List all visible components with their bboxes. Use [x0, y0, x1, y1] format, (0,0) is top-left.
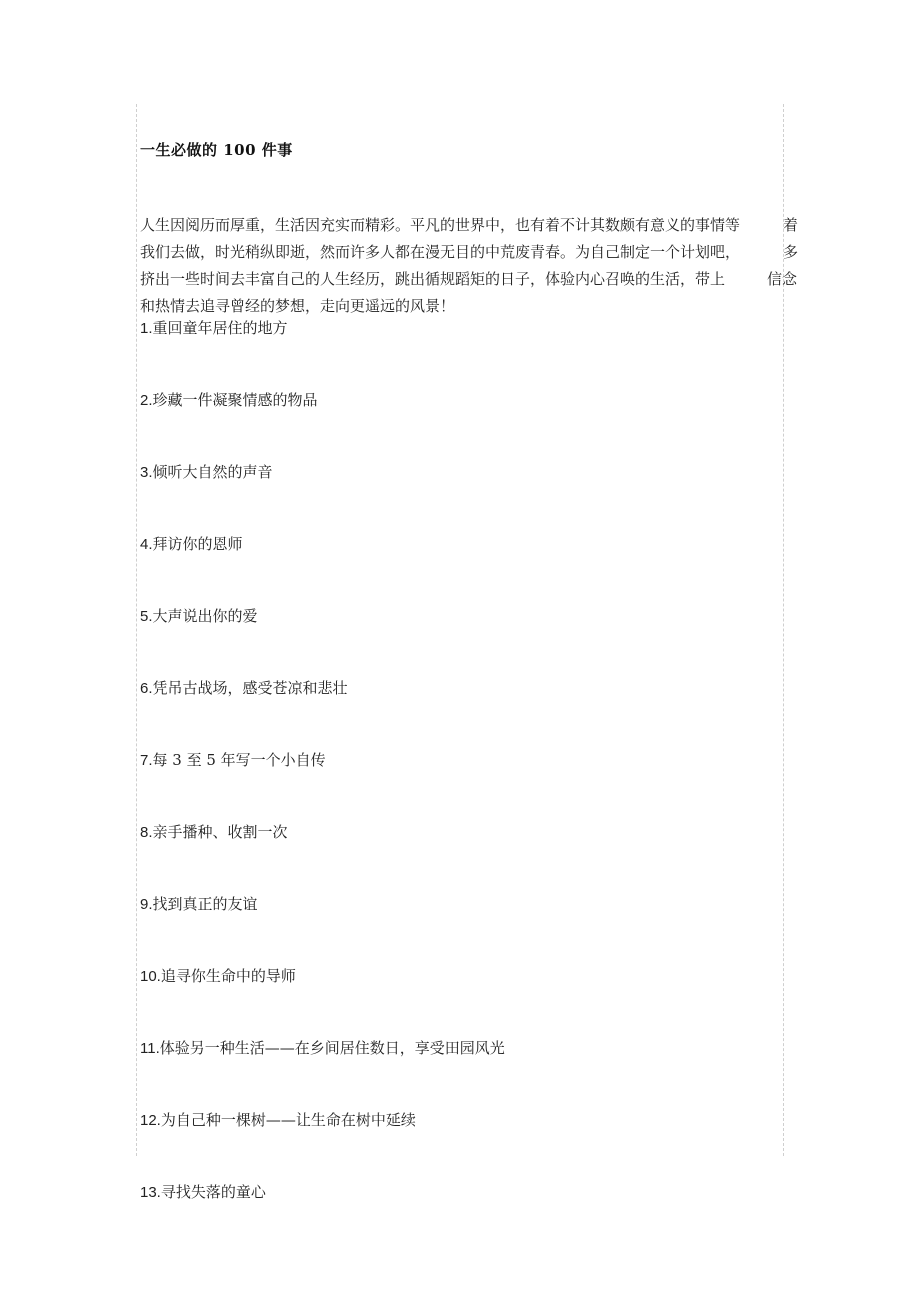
list-item	[140, 750, 326, 771]
list-item	[140, 1110, 416, 1131]
list-item-number: 2.	[140, 392, 153, 409]
list-item-text: 拜访你的恩师	[152, 535, 243, 553]
list-item-number: 10.	[140, 968, 161, 985]
list-item-text: 找到真正的友谊	[152, 895, 258, 913]
list-item	[140, 1038, 505, 1059]
list-item	[140, 966, 296, 987]
intro-line-overflow: 着	[783, 216, 799, 234]
page-frame-left-border	[136, 104, 137, 1156]
document-title: 一生必做的 100 件事	[140, 141, 293, 159]
list-item	[140, 1182, 266, 1203]
list-item-number: 9.	[140, 896, 153, 913]
list-item-number: 12.	[140, 1112, 161, 1129]
intro-line-text: 人生因阅历而厚重，生活因充实而精彩。平凡的世界中，也有着不计其数颇有意义的事情等	[140, 216, 741, 234]
intro-line-text: 我们去做，时光稍纵即逝，然而许多人都在漫无目的中荒废青春。为自己制定一个计划吧，	[140, 243, 741, 261]
intro-line-text: 挤出一些时间去丰富自己的人生经历，跳出循规蹈矩的日子，体验内心召唤的生活，带上	[140, 270, 726, 288]
list-item-text: 每 3 至 5 年写一个小自传	[152, 751, 326, 769]
list-item-text: 追寻你生命中的导师	[160, 967, 296, 985]
intro-line-overflow: 信念	[767, 270, 798, 288]
list-item	[140, 606, 258, 627]
intro-line	[140, 239, 812, 266]
list-item-number: 11.	[140, 1040, 160, 1057]
list-item-text: 体验另一种生活——在乡间居住数日，享受田园风光	[159, 1039, 505, 1057]
intro-line	[140, 212, 812, 239]
list-item-number: 7.	[140, 752, 153, 769]
list-item-text: 寻找失落的童心	[160, 1183, 266, 1201]
list-item	[140, 390, 318, 411]
list-item-number: 13.	[140, 1184, 161, 1201]
intro-line	[140, 266, 812, 293]
list-item-text: 大声说出你的爱	[152, 607, 258, 625]
intro-line-text: 和热情去追寻曾经的梦想，走向更遥远的风景！	[140, 297, 456, 315]
list-item-text: 亲手播种、收割一次	[152, 823, 288, 841]
list-item-number: 8.	[140, 824, 153, 841]
list-item	[140, 534, 243, 555]
list-item	[140, 894, 258, 915]
list-item	[140, 822, 288, 843]
list-item-text: 珍藏一件凝聚情感的物品	[152, 391, 318, 409]
list-item-text: 凭吊古战场，感受苍凉和悲壮	[152, 679, 348, 697]
list-item-number: 4.	[140, 536, 153, 553]
list-item	[140, 678, 348, 699]
intro-paragraph	[140, 212, 812, 320]
intro-line-overflow: 多	[783, 243, 799, 261]
list-item-text: 重回童年居住的地方	[152, 319, 288, 337]
list-item-number: 6.	[140, 680, 153, 697]
list-item-number: 5.	[140, 608, 153, 625]
list-item-number: 1.	[140, 320, 153, 337]
list-item-text: 倾听大自然的声音	[152, 463, 273, 481]
list-item	[140, 318, 288, 339]
intro-line	[140, 293, 812, 320]
list-item-number: 3.	[140, 464, 153, 481]
list-item	[140, 462, 273, 483]
list-item-text: 为自己种一棵树——让生命在树中延续	[160, 1111, 416, 1129]
